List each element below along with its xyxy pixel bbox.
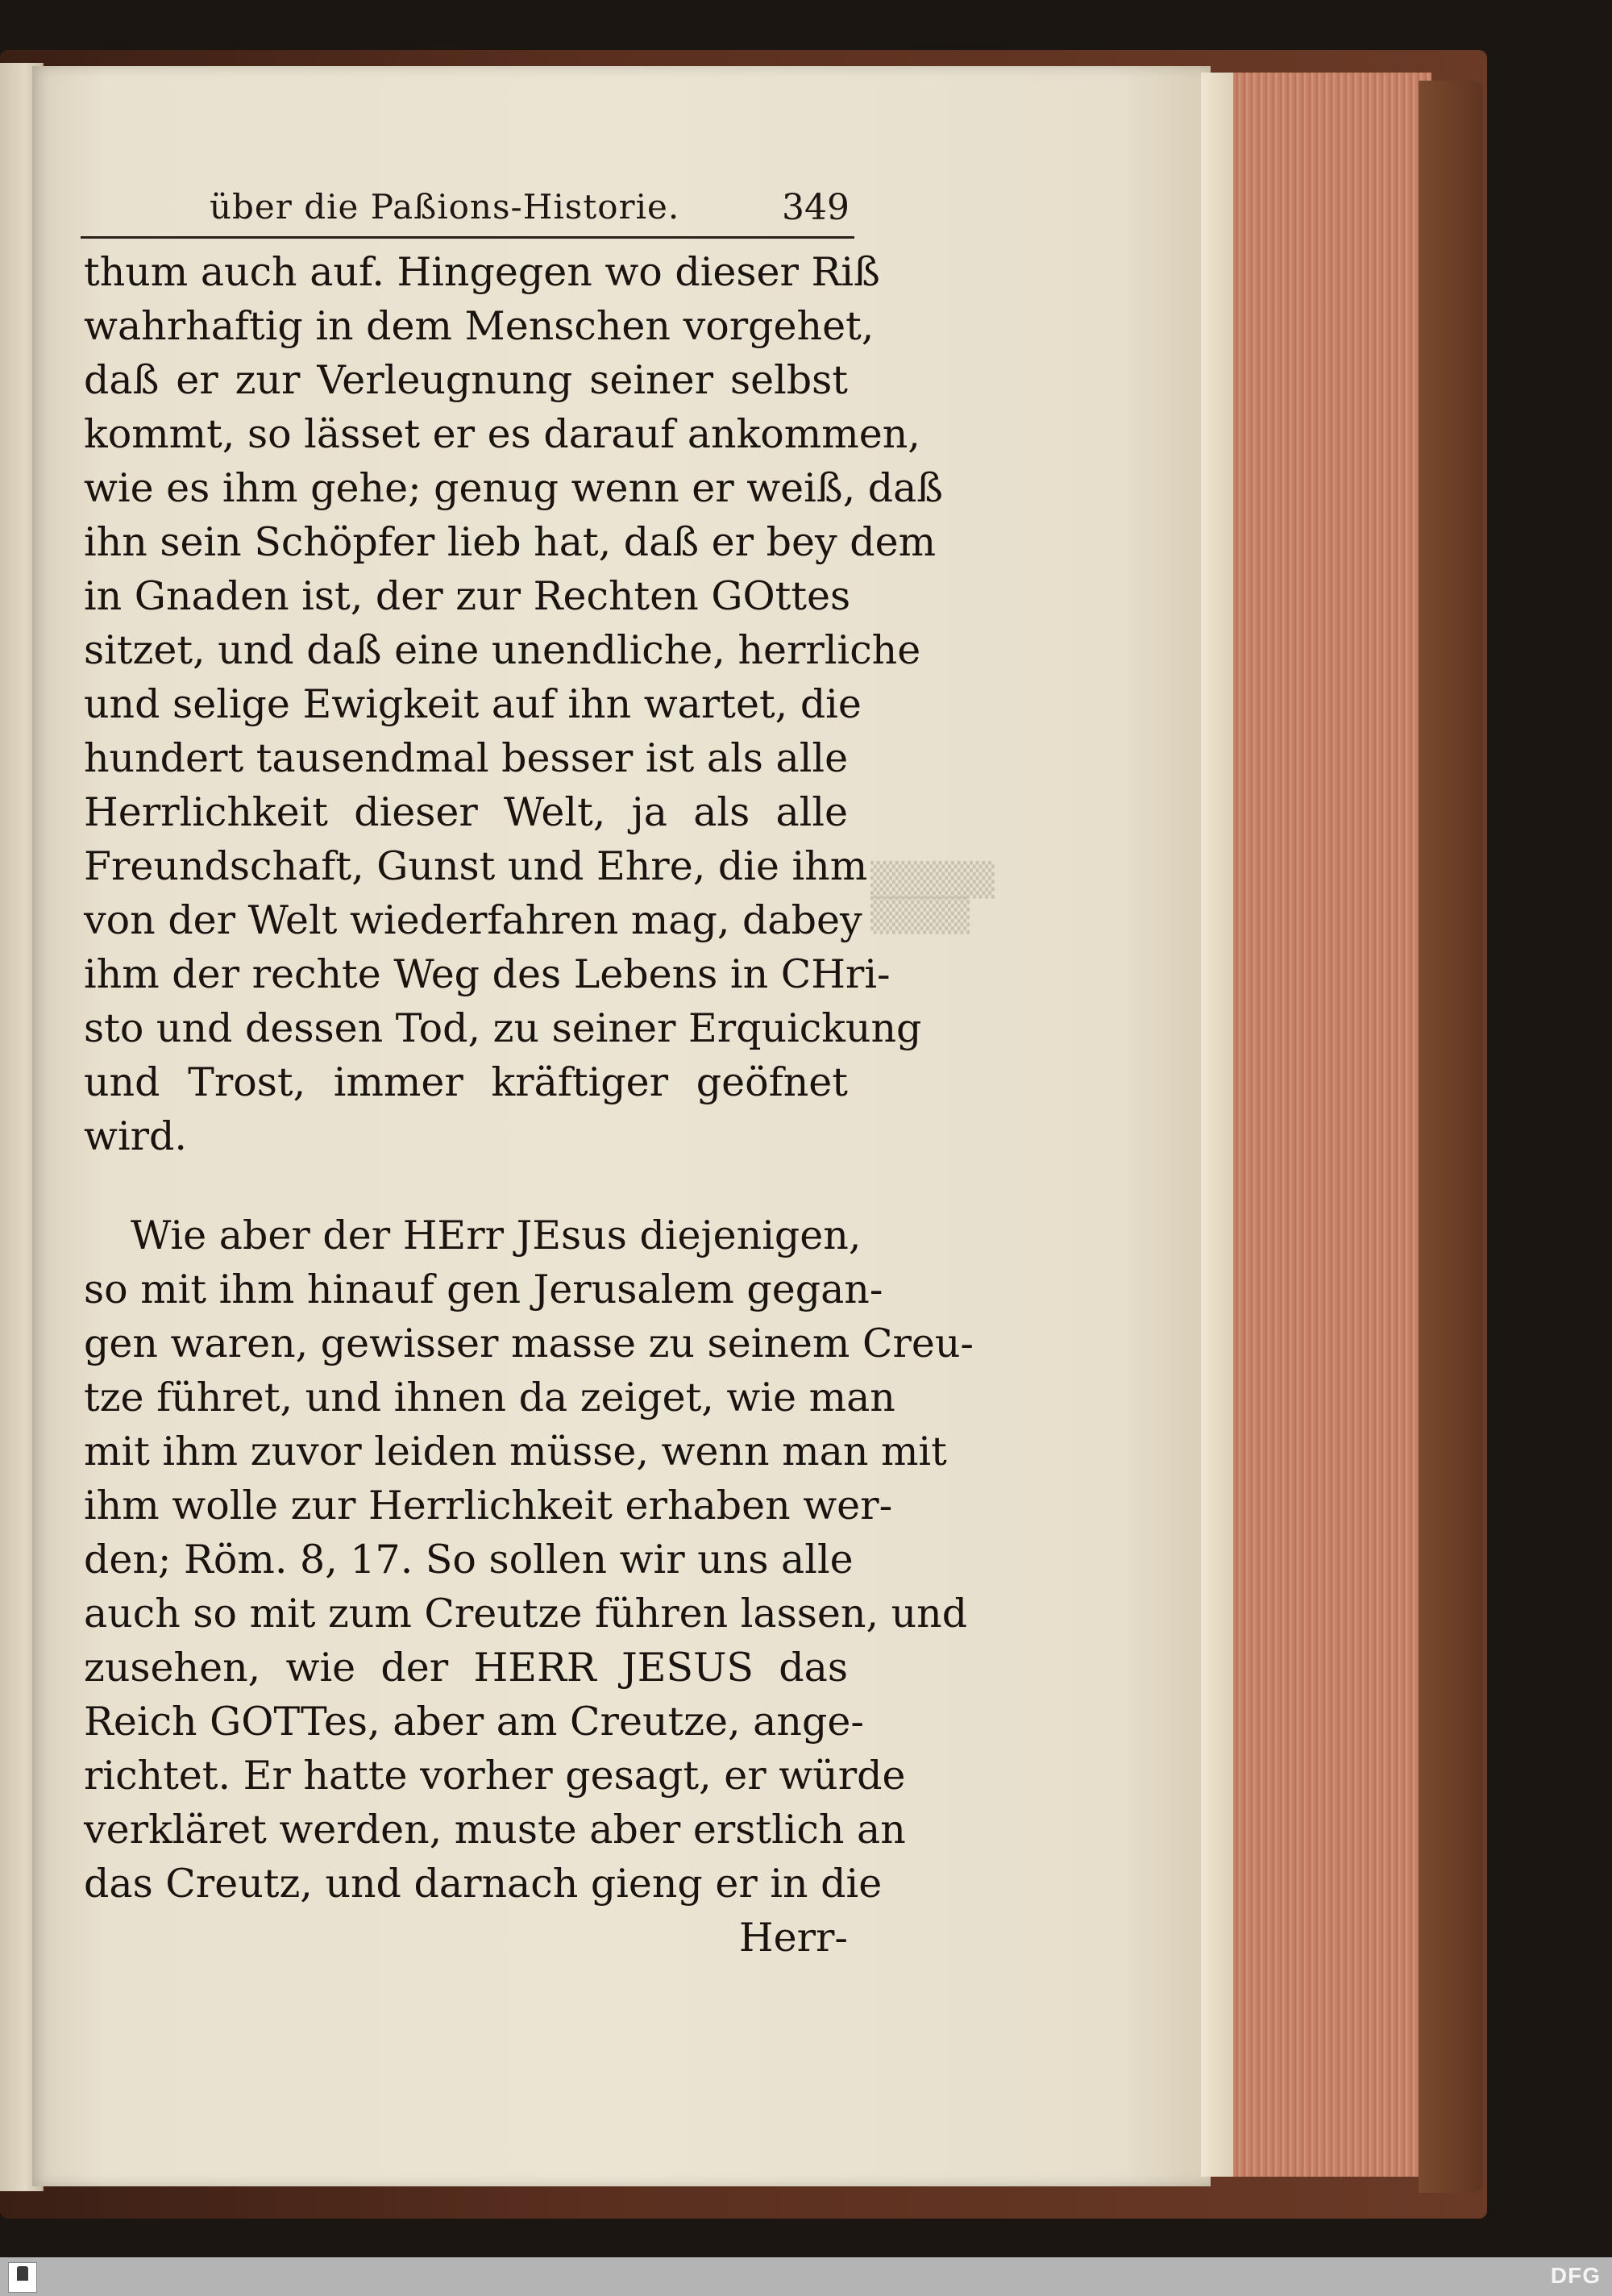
text-line: tze führet, und ihnen da zeiget, wie man	[84, 1375, 895, 1420]
text-line: verkläret werden, muste aber erstlich an	[84, 1807, 906, 1853]
body-text	[84, 245, 974, 1965]
text-line: wird.	[84, 1113, 187, 1159]
catchword: Herr-	[738, 1915, 848, 1961]
text-line: so mit ihm hinauf gen Jerusalem gegan-	[84, 1267, 883, 1312]
text-line: ihm wolle zur Herrlichkeit erhaben wer-	[84, 1483, 893, 1529]
running-head	[81, 187, 854, 235]
viewer-footer-bar	[0, 2257, 1612, 2296]
text-line: wie es ihm gehe; genug wenn er weiß, daß	[84, 465, 944, 511]
text-line: wahrhaftig in dem Menschen vorgehet,	[84, 303, 875, 349]
text-line: gen waren, gewisser masse zu seinem Creu-	[84, 1321, 974, 1366]
text-line: in Gnaden ist, der zur Rechten GOttes	[84, 573, 851, 619]
running-head-title: über die Paßions-Historie.	[210, 187, 680, 227]
text-line: kommt, so lässet er es darauf ankommen,	[84, 411, 920, 457]
text-line: Herrlichkeit dieser Welt, ja als alle	[84, 789, 848, 835]
text-line: thum auch auf. Hingegen wo dieser Riß	[84, 249, 880, 295]
text-line: richtet. Er hatte vorher gesagt, er würde	[84, 1753, 906, 1799]
text-line: sto und dessen Tod, zu seiner Erquickung	[84, 1005, 922, 1051]
dfg-logo: DFG	[1550, 2263, 1601, 2288]
text-line: daß er zur Verleugnung seiner selbst	[84, 357, 848, 403]
library-logo-mark	[17, 2266, 28, 2281]
bleed-through-text: ▒▒▒▒▒ ▒▒▒▒	[870, 862, 995, 934]
text-line: auch so mit zum Creutze führen lassen, und	[84, 1591, 968, 1637]
text-line: Reich GOTTes, aber am Creutze, ange-	[84, 1699, 864, 1745]
text-line: ihm der rechte Weg des Lebens in CHri-	[84, 951, 891, 997]
text-line: und Trost, immer kräftiger geöfnet	[84, 1059, 848, 1105]
paragraph-gap	[84, 1163, 848, 1208]
text-line: zusehen, wie der HERR JESUS das	[84, 1645, 848, 1691]
text-line: und selige Ewigkeit auf ihn wartet, die	[84, 681, 862, 727]
text-line: hundert tausendmal besser ist als alle	[84, 735, 849, 781]
text-line: den; Röm. 8, 17. So sollen wir uns alle	[84, 1537, 854, 1583]
text-line: Wie aber der HErr JEsus diejenigen,	[131, 1212, 862, 1258]
page-fore-edge-highlight	[1201, 73, 1233, 2177]
text-line: ihn sein Schöpfer lieb hat, daß er bey dem	[84, 519, 937, 565]
page-number: 349	[782, 187, 850, 228]
text-line: mit ihm zuvor leiden müsse, wenn man mit	[84, 1429, 947, 1475]
text-line: sitzet, und daß eine unendliche, herrliche	[84, 627, 921, 673]
text-line: das Creutz, und darnach gieng er in die	[84, 1861, 883, 1907]
back-cover-edge	[1419, 81, 1483, 2193]
page-fore-edge	[1201, 73, 1431, 2177]
header-rule	[81, 236, 854, 239]
library-logo-icon	[8, 2262, 37, 2293]
text-line: von der Welt wiederfahren mag, dabey	[84, 897, 862, 943]
text-line: Freundschaft, Gunst und Ehre, die ihm	[84, 843, 868, 889]
